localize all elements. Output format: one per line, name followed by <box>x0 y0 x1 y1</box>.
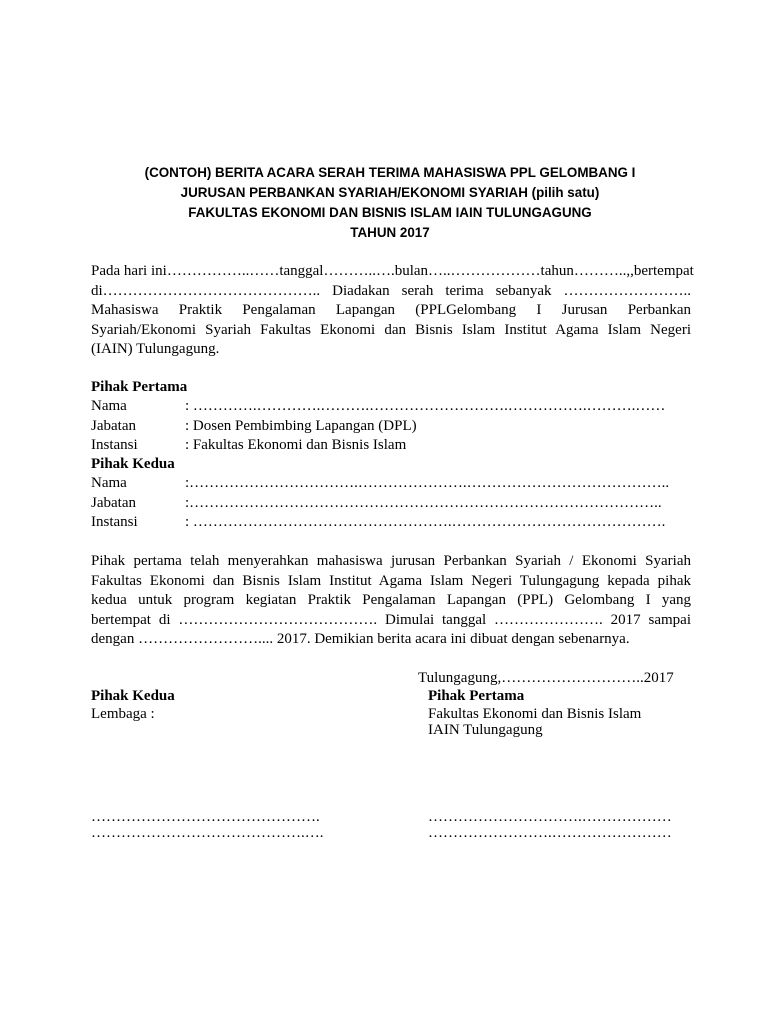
party-details <box>91 378 691 532</box>
pihak-kedua-heading: Pihak Kedua <box>91 456 175 473</box>
right-institution-line-2: IAIN Tulungagung <box>428 722 543 738</box>
field-value: : Dosen Pembimbing Lapangan (DPL) <box>185 417 417 434</box>
intro-line-2: di…………………………………….. Diadakan serah terima sebanyak …………………….. <box>91 282 691 299</box>
body-line-1: Pihak pertama telah menyerahkan mahasiswa jurusan Perbankan Syariah / Ekonomi Syariah <box>91 553 691 569</box>
left-signature-line-1: ………………………………………. <box>91 809 320 825</box>
pihak-pertama-jabatan-row <box>91 417 691 436</box>
field-value: : Fakultas Ekonomi dan Bisnis Islam <box>185 436 407 453</box>
body-line-4: bertempat di …………………………………. Dimulai tanggal …………………. 2017 sampai <box>91 611 691 628</box>
pihak-pertama-heading: Pihak Pertama <box>91 379 188 395</box>
field-label: Instansi <box>91 436 138 453</box>
pihak-pertama-nama-row <box>91 397 691 416</box>
intro-line-5: (IAIN) Tulungagung. <box>91 341 220 358</box>
pihak-pertama-instansi-row <box>91 436 691 455</box>
intro-line-4: Syariah/Ekonomi Syariah Fakultas Ekonomi dan Bisnis Islam Institut Agama Islam Negeri <box>91 321 691 338</box>
pihak-kedua-instansi-row <box>91 513 691 532</box>
place-date: Tulungagung,………………………..2017 <box>418 670 674 686</box>
title-line-2: JURUSAN PERBANKAN SYARIAH/EKONOMI SYARIAH (pilih satu) <box>180 185 600 200</box>
field-value: : …………………………………………….……………………………………. <box>185 514 666 531</box>
body-line-2: Fakultas Ekonomi dan Bisnis Islam Institut Agama Islam Negeri Tulungagung kepada pihak <box>91 572 691 589</box>
left-party-heading: Pihak Kedua <box>91 688 175 704</box>
intro-line-3: Mahasiswa Praktik Pengalaman Lapangan (PPLGelombang I Jurusan Perbankan <box>91 302 691 319</box>
field-label: Instansi <box>91 514 138 531</box>
body-line-5: dengan …………………….... 2017. Demikian berita acara ini dibuat dengan sebenarnya. <box>91 631 630 648</box>
intro-paragraph <box>91 262 694 360</box>
body-paragraph <box>91 552 691 650</box>
field-label: Jabatan <box>91 417 136 434</box>
right-signature-line-2: …………………….…………………… <box>428 825 672 841</box>
pihak-kedua-jabatan-row <box>91 494 691 513</box>
field-label: Nama <box>91 475 127 492</box>
title-line-4: TAHUN 2017 <box>350 225 430 240</box>
field-value: : ………….………….……….……………………….…………….……….…… <box>185 398 666 415</box>
left-signature-line-2: …………………………………….…. <box>91 825 324 841</box>
field-label: Jabatan <box>91 494 136 511</box>
field-value: :………………………………………………………………………………….. <box>185 494 662 511</box>
pihak-kedua-nama-row <box>91 474 691 493</box>
right-party-heading: Pihak Pertama <box>428 688 525 704</box>
lembaga-label: Lembaga : <box>91 706 155 722</box>
title-line-1: (CONTOH) BERITA ACARA SERAH TERIMA MAHASISWA PPL GELOMBANG I <box>144 165 636 180</box>
intro-line-1: Pada hari ini……………..……tanggal………..….bulan…..………………tahun………..,,bertempat <box>91 263 694 279</box>
field-label: Nama <box>91 398 127 415</box>
right-signature-line-1: ………………………….……………… <box>428 809 672 825</box>
field-value: :…………………………….………………….………………………………….. <box>185 475 670 492</box>
title-line-3: FAKULTAS EKONOMI DAN BISNIS ISLAM IAIN TULUNGAGUNG <box>188 205 592 220</box>
right-institution-line-1: Fakultas Ekonomi dan Bisnis Islam <box>428 706 642 722</box>
document-title <box>90 163 690 243</box>
body-line-3: kedua untuk program kegiatan Praktik Pengalaman Lapangan (PPL) Gelombang I yang <box>91 592 691 609</box>
